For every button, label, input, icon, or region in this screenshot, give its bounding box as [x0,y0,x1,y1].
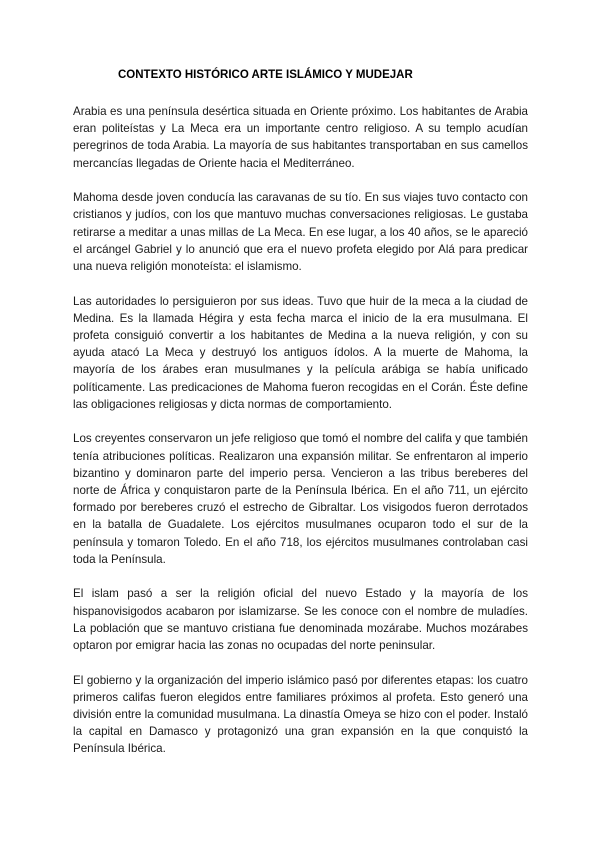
paragraph-expansion: Los creyentes conservaron un jefe religioso que tomó el nombre del califa y que también tenía atribuciones políticas. Realizaron una expansión militar. Se enfrentaron al imperio bizantino y dominaron parte del imperio persa. Vencieron a las tribus bereberes del norte de África y conquistaron parte de la Península Ibérica. En el año 711, un ejército formado por bereberes cruzó el estrecho de Gibraltar. Los visigodos fueron derrotados en la batalla de Guadalete. Los ejércitos musulmanes ocuparon todo el sur de la península y tomaron Toledo. En el año 718, los ejércitos musulmanes controlaban casi toda la Península. [73,432,528,566]
paragraph-gobierno: El gobierno y la organización del imperio islámico pasó por diferentes etapas: los cuatro primeros califas fueron elegidos entre familiares próximos al profeta. Esto generó una división entre la comunidad musulmana. La dinastía Omeya se hizo con el poder. Instaló la capital en Damasco y protagonizó una gran expansión en la que conquistó la Península Ibérica. [73,673,528,756]
document-body [73,103,528,775]
paragraph-mahoma: Mahoma desde joven conducía las caravanas de su tío. En sus viajes tuvo contacto con cristianos y judíos, con los que mantuvo muchas conversaciones religiosas. Le gustaba retirarse a meditar a unas millas de La Meca. En ese lugar, a los 40 años, se le apareció el arcángel Gabriel y lo anunció que era el nuevo profeta elegido por Alá para predicar una nueva religión monoteísta: el islamismo. [73,191,528,274]
paragraph-islamizacion: El islam pasó a ser la religión oficial del nuevo Estado y la mayoría de los hispanovisigodos acabaron por islamizarse. Se les conoce con el nombre de muladíes. La población que se mantuvo cristiana fue denominada mozárabe. Muchos mozárabes optaron por emigrar hacia las zonas no ocupadas del norte peninsular. [73,587,528,653]
document-title: CONTEXTO HISTÓRICO ARTE ISLÁMICO Y MUDEJAR [118,69,413,81]
paragraph-hegira: Las autoridades lo persiguieron por sus ideas. Tuvo que huir de la meca a la ciudad de Medina. Es la llamada Hégira y esta fecha marca el inicio de la era musulmana. El profeta consiguió convertir a los habitantes de Medina a la nueva religión, y con su ayuda atacó La Meca y destruyó los antiguos ídolos. A la muerte de Mahoma, la mayoría de los árabes eran musulmanes y la película arábiga se había unificado políticamente. Las predicaciones de Mahoma fueron recogidas en el Corán. Éste define las obligaciones religiosas y dicta normas de comportamiento. [73,294,528,411]
paragraph-arabia: Arabia es una península desértica situada en Oriente próximo. Los habitantes de Arabia eran politeístas y La Meca era un importante centro religioso. A su templo acudían peregrinos de toda Arabia. La mayoría de sus habitantes transportaban en sus camellos mercancías llegadas de Oriente hacia el Mediterráneo. [73,105,528,170]
